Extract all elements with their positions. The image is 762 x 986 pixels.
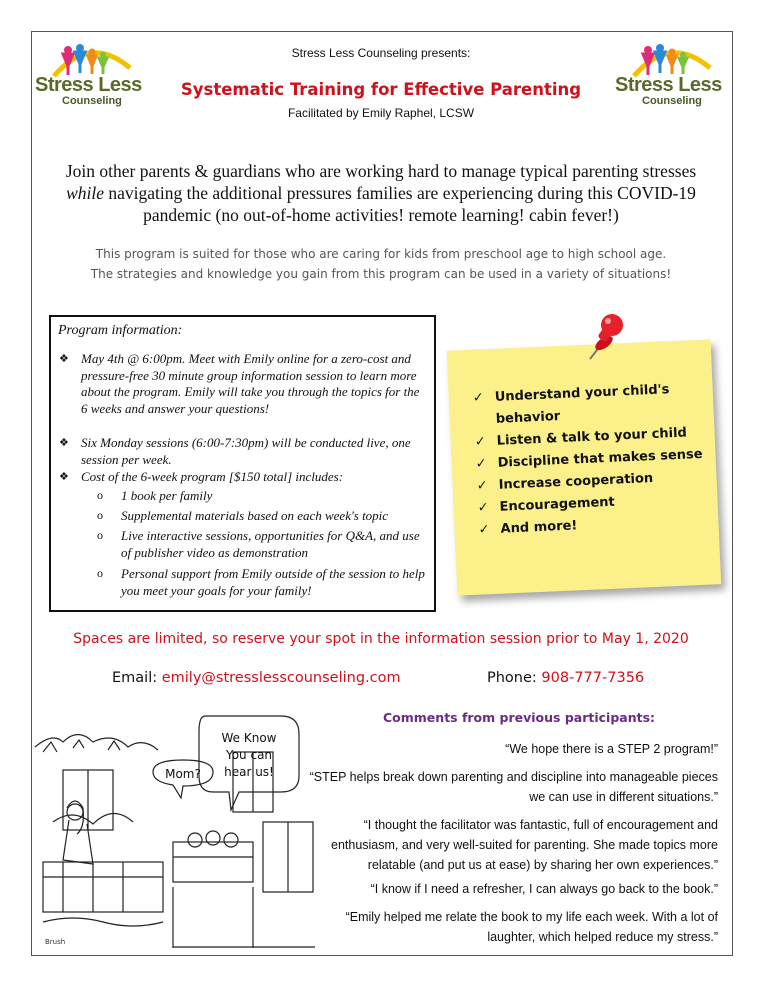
- benefit-text: Encouragement: [499, 494, 616, 515]
- spaces-limited-notice: Spaces are limited, so reserve your spot in the information session prior to May 1, 2020: [73, 631, 689, 647]
- comment-quote: “Emily helped me relate the book to my life each week. With a lot of laughter, which helped reduce my stress.”: [345, 910, 718, 944]
- logo-left-line1: Stress Less: [35, 74, 142, 96]
- check-icon: ✓: [478, 522, 490, 538]
- circle-bullet-icon: o: [97, 488, 103, 502]
- intro-paragraph: [50, 160, 712, 226]
- bubble1-line2: You can: [225, 748, 273, 762]
- includes-item-text: Live interactive sessions, opportunities for Q&A, and use of publisher video as demonstration: [121, 528, 420, 560]
- benefit-text: Understand your child's behavior: [494, 382, 670, 427]
- intro-emphasis: while: [66, 183, 104, 203]
- bubble1-line1: We Know: [221, 731, 277, 745]
- check-icon: ✓: [475, 456, 487, 472]
- page-title: Systematic Training for Effective Parenting: [180, 80, 582, 99]
- sticky-note: [447, 339, 721, 595]
- intro-part2: navigating the additional pressures families are experiencing during this COVID-19 pandemic (no out-of-home activities! remote learning! cabin fever!): [103, 183, 696, 225]
- program-item-text: Six Monday sessions (6:00-7:30pm) will be conducted live, one session per week.: [81, 435, 411, 467]
- circle-bullet-icon: o: [97, 528, 103, 542]
- facilitator-line: Facilitated by Emily Raphel, LCSW: [287, 106, 475, 120]
- phone-link[interactable]: 908-777-7356: [541, 670, 645, 686]
- benefits-list: [468, 378, 709, 542]
- program-item-text: May 4th @ 6:00pm. Meet with Emily online for a zero-cost and pressure-free 30 minute group information session to learn more about the program. Emily will take you through the topics for the 6 weeks and answer your questions!: [81, 351, 420, 416]
- presents-line: Stress Less Counseling presents:: [291, 46, 471, 60]
- phone-label: Phone:: [487, 670, 542, 686]
- comment-quote: “We hope there is a STEP 2 program!”: [505, 742, 718, 756]
- push-pin-icon: [580, 313, 626, 365]
- suited-paragraph: [40, 244, 722, 284]
- circle-bullet-icon: o: [97, 508, 103, 522]
- bubble1-line3: hear us!: [224, 765, 274, 779]
- benefit-text: Listen & talk to your child: [496, 425, 688, 449]
- check-icon: ✓: [472, 390, 485, 406]
- includes-item-text: Supplemental materials based on each week's topic: [121, 508, 389, 523]
- circle-bullet-icon: o: [97, 566, 103, 580]
- intro-part1: Join other parents & guardians who are working hard to manage typical parenting stresses: [65, 161, 697, 181]
- comment-quote: “STEP helps break down parenting and discipline into manageable pieces we can use in different situations.”: [309, 770, 718, 804]
- diamond-bullet-icon: ❖: [59, 437, 69, 449]
- suited-line1: This program is suited for those who are caring for kids from preschool age to high school age.: [95, 247, 667, 261]
- includes-item-text: 1 book per family: [121, 488, 213, 503]
- program-heading: Program information:: [58, 323, 183, 338]
- diamond-bullet-icon: ❖: [59, 471, 69, 483]
- email-line: [112, 670, 401, 686]
- cartoon-signature: Brush: [45, 938, 66, 946]
- bubble2-text: Mom?: [165, 767, 201, 781]
- diamond-bullet-icon: ❖: [59, 353, 69, 365]
- benefit-text: And more!: [500, 518, 578, 537]
- logo-right-line2: Counseling: [642, 95, 702, 107]
- suited-line2: The strategies and knowledge you gain from this program can be used in a variety of situations!: [90, 267, 672, 281]
- benefit-text: Increase cooperation: [498, 471, 654, 493]
- logo-left-line2: Counseling: [62, 95, 122, 107]
- comment-quote: “I thought the facilitator was fantastic, full of encouragement and enthusiasm, and very well-suited for parenting. She made topics more relatable (and put us at ease) by sharing her own experiences.”: [331, 818, 718, 872]
- logo-right-line1: Stress Less: [615, 74, 722, 96]
- program-item-text: Cost of the 6-week program [$150 total] includes:: [81, 469, 344, 484]
- comment-quote: “I know if I need a refresher, I can always go back to the book.”: [370, 882, 718, 896]
- benefit-text: Discipline that makes sense: [497, 446, 703, 471]
- comments-heading: Comments from previous participants:: [383, 710, 656, 725]
- check-icon: ✓: [476, 478, 488, 494]
- check-icon: ✓: [474, 434, 487, 450]
- cartoon-illustration: [33, 712, 323, 952]
- email-label: Email:: [112, 670, 162, 686]
- program-info-box: [49, 315, 436, 612]
- email-link[interactable]: emily@stresslesscounseling.com: [161, 670, 401, 686]
- phone-line: [487, 670, 644, 686]
- includes-item-text: Personal support from Emily outside of the session to help you meet your goals for your family!: [121, 566, 425, 598]
- check-icon: ✓: [477, 500, 489, 516]
